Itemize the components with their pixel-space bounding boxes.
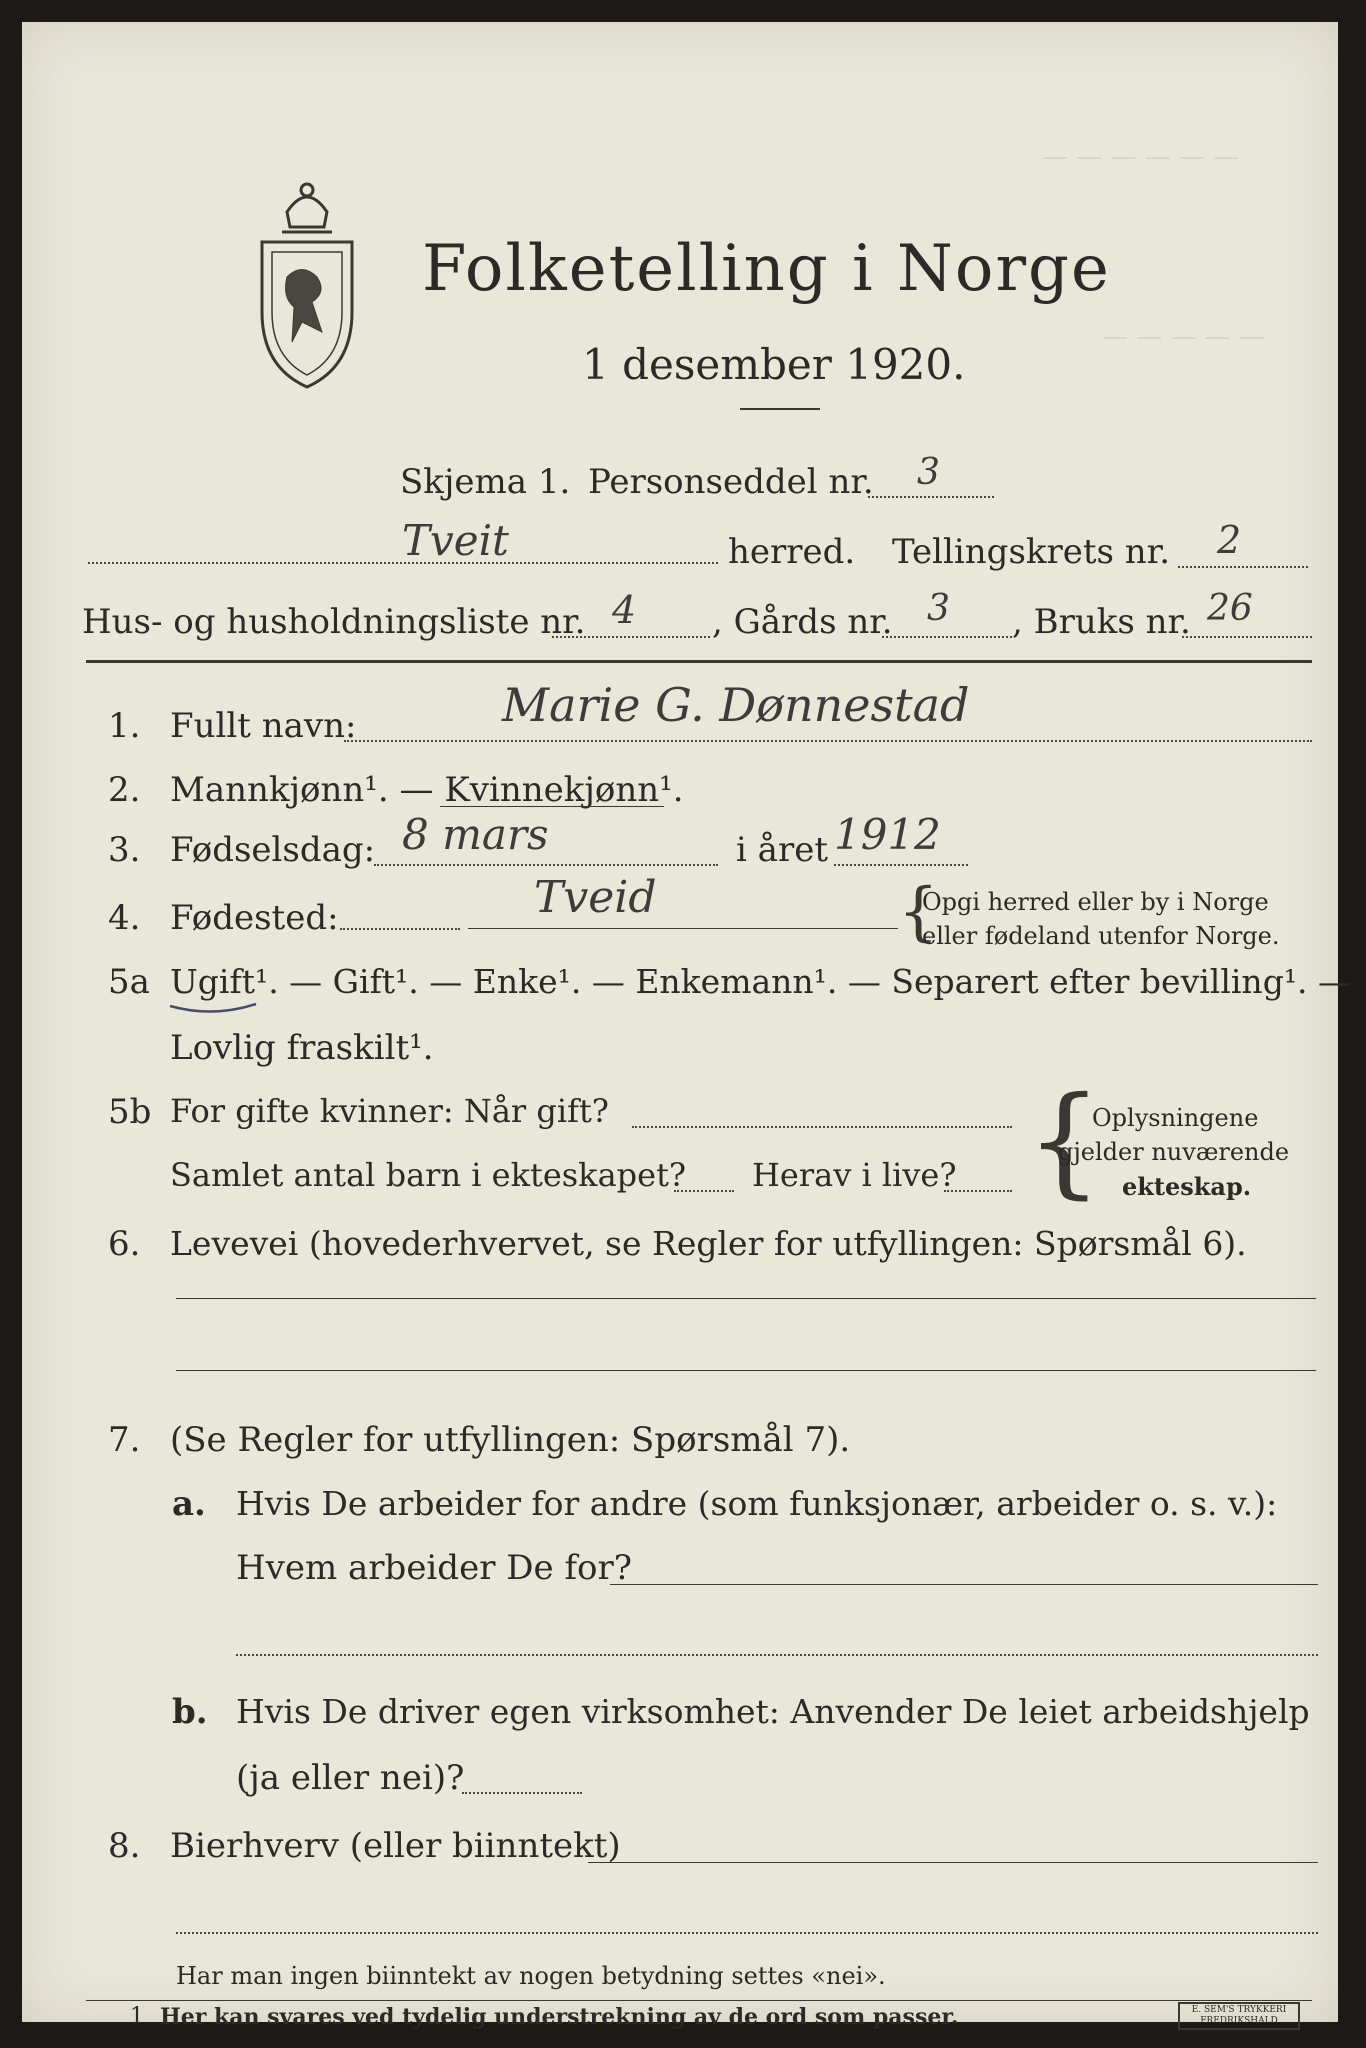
q5b-children-line [674,1190,734,1192]
gards-value[interactable]: 3 [927,588,950,629]
norway-coat-of-arms-icon [242,172,372,392]
q4-note-line1: Opgi herred eller by i Norge [922,888,1269,916]
title-divider [740,408,820,410]
q2-number: 2. [108,770,141,810]
personseddel-line [868,496,994,498]
q6-number: 6. [108,1224,141,1264]
q8-answer-line1[interactable] [588,1862,1318,1863]
q3-year-line [834,864,968,866]
q7a-answer-line2[interactable] [236,1654,1318,1656]
tellingskrets-value[interactable]: 2 [1217,518,1242,562]
q3-birthdate[interactable]: 8 mars [402,810,549,859]
q5a-status-line1: Ugift¹. — Gift¹. — Enke¹. — Enkemann¹. — Separert efter bevilling¹. — [170,962,1352,1001]
q7a-line2: Hvem arbeider De for? [236,1548,632,1588]
bleed-through: — — — — — — [1042,142,1240,172]
q2-underline [440,806,664,807]
q4-birthplace[interactable]: Tveid [534,872,657,923]
printer-stamp-line1: E. SEM'S TRYKKERI [1191,2005,1287,2015]
q7b-number: b. [172,1692,208,1732]
q3-number: 3. [108,830,141,870]
q5b-line2b: Herav i live? [752,1156,957,1194]
q8-number: 8. [108,1826,141,1866]
q6-label: Levevei (hovederhvervet, se Regler for utfyllingen: Spørsmål 6). [170,1224,1247,1263]
personseddel-label: Personseddel nr. [588,462,874,502]
q7a-line1: Hvis De arbeider for andre (som funksjonær, arbeider o. s. v.): [236,1484,1278,1523]
q7a-answer-line1[interactable] [610,1584,1318,1585]
printer-stamp [1178,2002,1300,2030]
q5b-brace: { [1026,1072,1103,1211]
q3-year-label: i året [736,830,828,870]
q3-line [374,864,718,866]
husholdning-value[interactable]: 4 [612,588,637,632]
q7a-number: a. [172,1484,206,1524]
footnote: Her kan svares ved tydelig understrekning av de ord som passer. [160,2004,959,2030]
printer-stamp-line2: FREDRIKSHALD [1200,2016,1278,2026]
herred-value[interactable]: Tveit [402,516,509,565]
q6-answer-line1[interactable] [176,1298,1316,1299]
q5a-underline-mark [168,1000,258,1016]
q3-label: Fødselsdag: [170,830,376,870]
q8-answer-line2[interactable] [176,1932,1318,1934]
q5b-note-line3: ekteskap. [1122,1172,1252,1201]
q4-label: Fødested: [170,898,339,938]
skjema-label: Skjema 1. [400,462,571,502]
q8-label: Bierhverv (eller biinntekt) [170,1826,621,1866]
q5b-note-line1: Oplysningene [1092,1104,1259,1132]
husholdning-line [552,636,710,638]
q1-number: 1. [108,706,141,746]
biinntekt-note: Har man ingen biinntekt av nogen betydning settes «nei». [176,1962,886,1990]
form-date: 1 desember 1920. [582,340,966,389]
tellingskrets-line [1178,566,1308,568]
bruks-value[interactable]: 26 [1207,588,1253,629]
footnote-mark: 1 [130,2004,144,2029]
header-divider [86,660,1312,663]
bruks-line [1182,636,1312,638]
q5b-note-line2: gjelder nuværende [1058,1138,1290,1166]
q1-line [344,740,1312,742]
bleed-through: — — — — — [1102,322,1266,352]
gards-label: , Gårds nr. [712,602,893,642]
q7b-answer-line[interactable] [462,1792,582,1794]
q4-line-b [468,928,898,929]
q1-label: Fullt navn: [170,706,357,746]
q5b-line1: For gifte kvinner: Når gift? [170,1092,609,1130]
personseddel-value[interactable]: 3 [917,452,940,493]
q7b-line2: (ja eller nei)? [236,1758,465,1798]
q5b-line2a: Samlet antal barn i ekteskapet? [170,1156,687,1194]
husholdning-label: Hus- og husholdningsliste nr. [82,602,586,642]
q5b-alive-line [944,1190,1012,1192]
q4-note-line2: eller fødeland utenfor Norge. [922,922,1280,950]
q4-number: 4. [108,898,141,938]
q2-sex: Mannkjønn¹. — Kvinnekjønn¹. [170,770,684,810]
q7-number: 7. [108,1420,141,1460]
q6-answer-line2[interactable] [176,1370,1316,1371]
q3-birth-year[interactable]: 1912 [834,810,941,859]
q5a-number: 5a [108,962,150,1002]
q7-label: (Se Regler for utfyllingen: Spørsmål 7). [170,1420,851,1460]
q4-line-a [340,928,460,930]
gards-line [882,636,1012,638]
q4-brace: { [898,875,939,949]
bruks-label: , Bruks nr. [1012,602,1191,642]
herred-label: herred. [728,532,856,572]
q5a-status-line2: Lovlig fraskilt¹. [170,1028,434,1068]
q5b-number: 5b [108,1092,152,1132]
q1-full-name[interactable]: Marie G. Dønnestad [502,678,970,732]
footnote-divider [86,2000,1312,2001]
q7b-line1: Hvis De driver egen virksomhet: Anvender De leiet arbeidshjelp [236,1692,1310,1731]
census-form [22,22,1352,2030]
tellingskrets-label: Tellingskrets nr. [892,532,1171,572]
form-title: Folketelling i Norge [422,232,1111,306]
q5b-married-line [632,1126,1012,1128]
